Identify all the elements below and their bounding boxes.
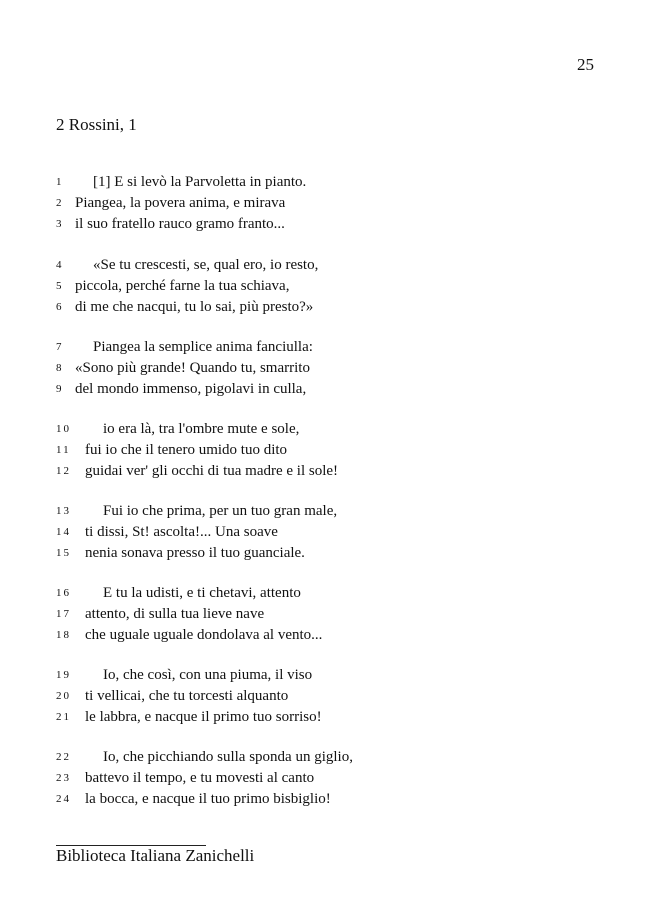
line-number: 18 [56, 629, 71, 641]
line-number: 23 [56, 772, 71, 784]
line-text: guidai ver' gli occhi di tua madre e il sole! [85, 463, 339, 479]
line-number: 12 [56, 465, 71, 477]
line-text: la bocca, e nacque il tuo primo bisbiglio! [85, 791, 331, 807]
line-number: 6 [56, 301, 64, 313]
line-text: le labbra, e nacque il primo tuo sorriso! [85, 709, 322, 725]
line-text: ti dissi, St! ascolta!... Una soave [85, 524, 278, 540]
line-text: fui io che il tenero umido tuo dito [85, 442, 288, 458]
line-number: 19 [56, 669, 71, 681]
line-number: 3 [56, 218, 64, 230]
line-number: 8 [56, 362, 64, 374]
line-text: E tu la udisti, e ti chetavi, attento [103, 585, 301, 601]
line-number: 20 [56, 690, 71, 702]
line-number: 15 [56, 547, 71, 559]
line-text: attento, di sulla tua lieve nave [85, 606, 265, 622]
page-number: 25 [577, 55, 594, 74]
line-number: 7 [56, 341, 64, 353]
line-text: [1] E si levò la Parvoletta in pianto. [93, 174, 307, 190]
line-number: 9 [56, 383, 64, 395]
line-text: Io, che picchiando sulla sponda un giglio, [103, 749, 353, 765]
line-text: ti vellicai, che tu torcesti alquanto [85, 688, 289, 704]
line-text: battevo il tempo, e tu movesti al canto [85, 770, 315, 786]
line-number: 10 [56, 423, 71, 435]
line-number: 24 [56, 793, 71, 805]
line-number: 16 [56, 587, 71, 599]
line-number: 2 [56, 197, 64, 209]
line-number: 4 [56, 259, 64, 271]
line-number: 14 [56, 526, 71, 538]
line-text: di me che nacqui, tu lo sai, più presto?» [75, 299, 314, 315]
footer-publisher: Biblioteca Italiana Zanichelli [56, 846, 255, 865]
line-text: «Se tu crescesti, se, qual ero, io resto, [93, 257, 319, 273]
line-text: Piangea, la povera anima, e mirava [75, 195, 286, 211]
line-text: Fui io che prima, per un tuo gran male, [103, 503, 338, 519]
line-text: nenia sonava presso il tuo guanciale. [85, 545, 305, 561]
line-number: 11 [56, 444, 71, 456]
line-number: 13 [56, 505, 71, 517]
line-text: «Sono più grande! Quando tu, smarrito [75, 360, 310, 376]
line-number: 21 [56, 711, 71, 723]
section-title: 2 Rossini, 1 [56, 115, 137, 134]
line-text: io era là, tra l'ombre mute e sole, [103, 421, 300, 437]
line-number: 22 [56, 751, 71, 763]
line-number: 5 [56, 280, 64, 292]
line-text: che uguale uguale dondolava al vento... [85, 627, 323, 643]
line-number: 1 [56, 176, 64, 188]
line-text: il suo fratello rauco gramo franto... [75, 216, 285, 232]
line-number: 17 [56, 608, 71, 620]
line-text: piccola, perché farne la tua schiava, [75, 278, 290, 294]
line-text: del mondo immenso, pigolavi in culla, [75, 381, 307, 397]
line-text: Io, che così, con una piuma, il viso [103, 667, 313, 683]
line-text: Piangea la semplice anima fanciulla: [93, 339, 313, 355]
